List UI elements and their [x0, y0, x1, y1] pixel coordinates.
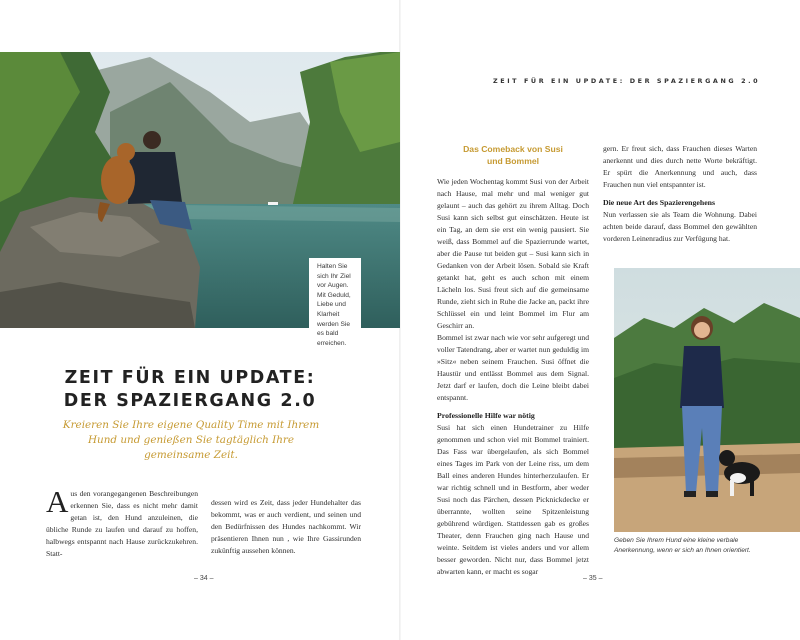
- left-col1-text: us den vorangegangenen Beschreibungen erkennen Sie, dass es nicht mehr damit getan ist, den Hund anzuleinen, die übliche Runde zu laufen und darauf zu hoffen, halbwegs entspannt nach Hause zurückzukehren. Statt-: [46, 489, 198, 558]
- folio-right: – 35 –: [583, 575, 603, 582]
- section-title: [437, 144, 589, 167]
- right-col1-paragraph-1: Wie jeden Wochentag kommt Susi von der Arbeit nach Hause, mal mehr und mal weniger gut gelaunt – auch das gehört zu ihrem Alltag. Doch Susi kann sich selbst gut einschätzen. Heute ist ein Tag, an dem sie erst ein wenig pausiert. Sie weiß, dass Bommel auf die Spazierrunde wartet, aber die Pause tut beiden gut – Susi kann sich in Gedanken von der Arbeit lösen. Sobald sie Kraft getankt hat, geht es auch schon mit einem Lächeln los. Susi freut sich auf die gemeinsame Runde, zieht sich in Ruhe die Jacke an, packt ihre Schlüssel ein und leint Bommel im Flur am Geschirr an.: [437, 177, 589, 330]
- folio-left: – 34 –: [194, 575, 214, 582]
- left-col2-text: dessen wird es Zeit, dass jeder Hundehalter das bekommt, was er auch verdient, und seinen und den Bedürfnissen des Hundes nachkommt. Wir präsentieren Ihnen nun , wie Ihre Gassirunden zukünftig aussehen können.: [211, 498, 361, 555]
- dropcap: A: [46, 484, 69, 519]
- right-col1-paragraph-2: Bommel ist zwar nach wie vor sehr aufgeregt und voller Tatendrang, aber er wartet nun geduldig im »Sitz« neben seinem Frauchen. Susi öffnet die Haustür und entlässt Bommel aus dem Signal. Jetzt darf er laufen, doch die Leine bleibt dabei entspannt.: [437, 333, 589, 402]
- left-column-2: [211, 497, 361, 557]
- subheading-professional-help: Professionelle Hilfe war nötig: [437, 411, 535, 420]
- headline-line-2: DER SPAZIERGANG 2.0: [63, 391, 317, 411]
- headline-subline: Kreieren Sie Ihre eigene Quality Time mit Ihrem Hund und genießen Sie tagtäglich Ihre gemeinsame Zeit.: [62, 419, 320, 461]
- subheading-new-walking: Die neue Art des Spazierengehens: [603, 198, 716, 207]
- page-headline: [40, 367, 340, 413]
- section-title-line-1: Das Comeback von Susi: [463, 144, 563, 154]
- left-column-1: [46, 484, 198, 560]
- headline-line-1: ZEIT FÜR EIN UPDATE:: [64, 368, 316, 388]
- left-photo-caption: [309, 258, 361, 352]
- running-head: ZEIT FÜR EIN UPDATE: DER SPAZIERGANG 2.0: [493, 77, 761, 85]
- right-col2-paragraph-2: Nun verlassen sie als Team die Wohnung. Dabei achten beide darauf, dass Bommel den gewählten vorderen Leinenradius zur Verfügung hat.: [603, 210, 757, 243]
- section-title-line-2: und Bommel: [486, 155, 540, 166]
- right-col1-paragraph-3: Susi hat sich einen Hundetrainer zu Hilfe genommen und schon viel mit Bommel trainiert. Das Fass war übergelaufen, als sich Bommel eines Tages im Park von der Leine riss, um dem Ball eines anderen Hundes hinterherzulaufen. Er war richtig schnell und in Bestform, aber weder Susi noch das Pärchen, dessen Picknickdecke er überrannte, wollten seine Spitzenleistung gebührend würdigen. Stattdessen gab es großes Theater, denn Frauchen ging nach Hause und weinte. Seitdem ist vieles anders und vor allem besser geworden. Nicht nur, dass Bommel jetzt abwarten kann, er macht es sogar: [437, 423, 589, 576]
- woman-dog-photo: [614, 268, 800, 532]
- right-col2-paragraph-1: gern. Er freut sich, dass Frauchen dieses Warten anerkennt und dies durch nette Worte bekräftigt. Er spürt die Anerkennung und auch, dass Frauchen nun viel entspannter ist.: [603, 144, 757, 189]
- right-column-1: [437, 144, 589, 578]
- right-photo-caption: [614, 536, 764, 555]
- right-photo-caption-text: Geben Sie Ihrem Hund eine kleine verbale Anerkennung, wenn er sich an Ihnen orientiert.: [614, 537, 751, 554]
- right-column-2: [603, 143, 757, 245]
- left-photo-caption-text: Halten Sie sich Ihr Ziel vor Augen. Mit Geduld, Liebe und Klarheit werden Sie es bald erreichen.: [317, 263, 351, 347]
